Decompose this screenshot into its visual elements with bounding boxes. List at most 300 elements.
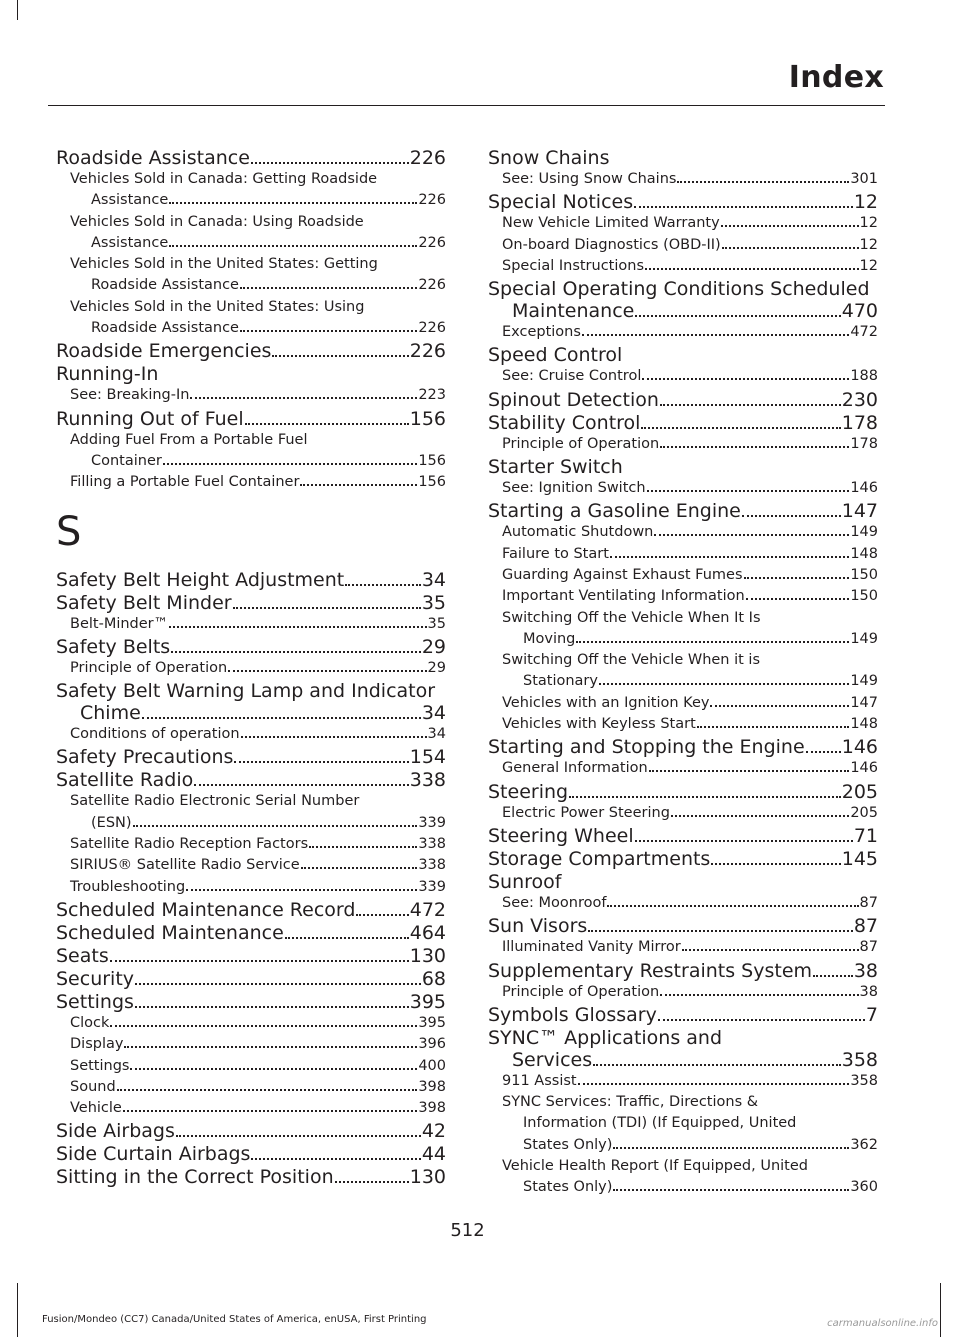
index-subentry xyxy=(56,169,446,190)
dot-leader xyxy=(635,840,853,842)
index-page-ref: 226 xyxy=(409,147,446,169)
index-entry xyxy=(488,499,878,522)
index-entry-text: Special Operating Conditions Scheduled xyxy=(488,278,870,301)
index-page-ref: 154 xyxy=(409,746,446,769)
index-entry-text: Moving xyxy=(523,630,576,647)
index-page-ref: 12 xyxy=(859,257,878,274)
index-page-ref: 35 xyxy=(427,615,446,632)
index-subentry xyxy=(488,256,878,277)
dot-leader xyxy=(123,1110,417,1112)
footer-text: Fusion/Mondeo (CC7) Canada/United States of America, enUSA, First Printing xyxy=(42,1314,427,1325)
index-subentry xyxy=(56,212,446,233)
index-subentry xyxy=(56,813,446,834)
index-subentry xyxy=(56,1013,446,1034)
dot-leader xyxy=(641,427,840,429)
index-entry-text: Roadside Emergencies xyxy=(56,340,272,363)
dot-leader xyxy=(634,206,853,208)
dot-leader xyxy=(251,162,409,164)
index-entry-text: Satellite Radio Electronic Serial Number xyxy=(70,793,360,810)
index-page-ref: 35 xyxy=(421,591,446,614)
index-subentry xyxy=(488,300,878,322)
index-subentry xyxy=(488,1177,878,1198)
index-page-ref: 149 xyxy=(850,524,878,541)
dot-leader xyxy=(194,784,408,786)
dot-leader xyxy=(635,315,840,317)
index-entry xyxy=(56,339,446,362)
index-entry-text: Scheduled Maintenance xyxy=(56,921,284,944)
index-entry-text: Vehicles Sold in Canada: Using Roadside xyxy=(70,213,364,230)
dot-leader xyxy=(356,914,408,916)
index-entry-text: Starting and Stopping the Engine xyxy=(488,736,805,759)
index-subentry xyxy=(488,893,878,914)
index-entry-text: Assistance xyxy=(91,192,169,209)
index-subentry xyxy=(488,366,878,387)
dot-leader xyxy=(660,994,858,996)
dot-leader xyxy=(697,726,850,728)
index-entry-text: (ESN) xyxy=(91,814,132,831)
index-entry-text: Special Instructions xyxy=(502,257,645,274)
index-page-ref: 226 xyxy=(418,320,446,337)
dot-leader xyxy=(806,751,841,753)
index-entry xyxy=(56,898,446,921)
index-entry xyxy=(488,455,878,478)
index-page-ref: 395 xyxy=(418,1014,446,1031)
index-page-ref: 156 xyxy=(409,407,446,430)
index-entry xyxy=(488,1003,878,1026)
dot-leader xyxy=(133,825,418,827)
crop-mark-bottom-left xyxy=(17,1283,18,1337)
index-page-ref: 338 xyxy=(418,857,446,874)
index-entry xyxy=(56,407,446,430)
index-entry-text: Snow Chains xyxy=(488,147,610,169)
index-page-ref: 156 xyxy=(418,474,446,491)
dot-leader xyxy=(722,247,859,249)
dot-leader xyxy=(613,1189,849,1191)
index-page-ref: 230 xyxy=(841,388,878,411)
index-entry-text: Safety Belt Height Adjustment xyxy=(56,568,345,591)
index-entry-text: Display xyxy=(70,1036,124,1053)
dot-leader xyxy=(301,867,418,869)
index-entry-text: Running-In xyxy=(56,363,159,386)
dot-leader xyxy=(117,1089,418,1091)
index-entry-text: Container xyxy=(91,452,162,469)
index-page-ref: 472 xyxy=(850,324,878,341)
dot-leader xyxy=(245,423,409,425)
dot-leader xyxy=(176,1135,421,1137)
dot-leader xyxy=(300,484,417,486)
index-entry-text: Electric Power Steering xyxy=(502,804,670,821)
index-subentry xyxy=(488,650,878,671)
index-entry-text: Settings xyxy=(56,990,134,1013)
index-page-ref: 12 xyxy=(853,191,878,214)
index-page-ref: 87 xyxy=(859,894,878,911)
index-subentry xyxy=(488,693,878,714)
index-subentry xyxy=(488,1092,878,1113)
index-subentry xyxy=(56,385,446,406)
index-subentry xyxy=(56,451,446,472)
index-page-ref: 400 xyxy=(418,1057,446,1074)
index-page-ref: 34 xyxy=(421,702,446,725)
index-entry xyxy=(56,635,446,658)
index-page-ref: 338 xyxy=(409,769,446,792)
index-entry-text: Supplementary Restraints System xyxy=(488,959,813,982)
dot-leader xyxy=(240,287,417,289)
index-subentry xyxy=(488,1071,878,1092)
dot-leader xyxy=(588,930,853,932)
index-entry-text: Scheduled Maintenance Record xyxy=(56,898,356,921)
index-column-left xyxy=(56,146,446,1188)
index-entry xyxy=(56,990,446,1013)
index-page-ref: 34 xyxy=(421,568,446,591)
index-page-ref: 34 xyxy=(427,726,446,743)
dot-leader xyxy=(110,960,409,962)
index-page-ref: 146 xyxy=(850,760,878,777)
index-entry-text: SYNC Services: Traffic, Directions & xyxy=(502,1094,759,1111)
dot-leader xyxy=(335,1181,409,1183)
index-page-ref: 146 xyxy=(841,736,878,759)
index-page-ref: 38 xyxy=(859,983,878,1000)
index-page-ref: 44 xyxy=(421,1143,446,1166)
dot-leader xyxy=(677,181,849,183)
index-page-ref: 398 xyxy=(418,1078,446,1095)
index-subentry xyxy=(488,565,878,586)
index-subentry xyxy=(488,1156,878,1177)
index-page-ref: 29 xyxy=(427,659,446,676)
dot-leader xyxy=(645,268,859,270)
index-page-ref: 150 xyxy=(850,588,878,605)
dot-leader xyxy=(599,683,849,685)
index-subentry xyxy=(56,190,446,211)
index-entry xyxy=(56,944,446,967)
index-page-ref: 130 xyxy=(409,944,446,967)
index-entry-text: Spinout Detection xyxy=(488,388,659,411)
index-entry-text: Adding Fuel From a Portable Fuel xyxy=(70,431,308,448)
index-subentry xyxy=(488,608,878,629)
dot-leader xyxy=(610,556,849,558)
index-page-ref: 395 xyxy=(409,990,446,1013)
index-entry xyxy=(488,277,878,300)
index-entry-text: Vehicles with Keyless Start xyxy=(502,716,696,733)
index-subentry xyxy=(488,671,878,692)
index-entry-text: Switching Off the Vehicle When it is xyxy=(502,652,761,669)
index-entry-text: Roadside Assistance xyxy=(91,277,239,294)
index-page-ref: 226 xyxy=(409,340,446,363)
index-page-ref: 148 xyxy=(850,545,878,562)
header-rule xyxy=(48,105,885,106)
index-page-ref: 7 xyxy=(865,1003,878,1026)
index-subentry xyxy=(56,472,446,493)
index-entry-text: Vehicles Sold in Canada: Getting Roadside xyxy=(70,171,378,187)
index-entry-text: Vehicles Sold in the United States: Getting xyxy=(70,256,378,273)
index-page-ref: 362 xyxy=(850,1136,878,1153)
index-entry-text: Safety Precautions xyxy=(56,746,234,769)
dot-leader xyxy=(642,378,849,380)
index-subentry xyxy=(488,586,878,607)
dot-leader xyxy=(660,446,849,448)
index-entry xyxy=(488,824,878,847)
index-subentry xyxy=(488,235,878,256)
index-entry-text: Conditions of operation xyxy=(70,726,240,743)
index-entry-text: New Vehicle Limited Warranty xyxy=(502,215,720,232)
index-subentry xyxy=(56,1077,446,1098)
index-page-ref: 150 xyxy=(850,566,878,583)
index-entry-text: Stationary xyxy=(523,673,598,690)
index-entry-text: Sunroof xyxy=(488,870,562,893)
index-entry xyxy=(488,735,878,758)
dot-leader xyxy=(142,717,421,719)
dot-leader xyxy=(169,245,417,247)
index-entry xyxy=(488,388,878,411)
index-entry xyxy=(488,1026,878,1049)
dot-leader xyxy=(124,1046,417,1048)
index-entry xyxy=(488,343,878,366)
index-subentry xyxy=(56,1034,446,1055)
index-page-ref: 205 xyxy=(841,780,878,803)
index-page-ref: 68 xyxy=(421,967,446,990)
page-title: Index xyxy=(788,60,884,95)
index-entry-text: Satellite Radio Reception Factors xyxy=(70,836,309,853)
index-entry-text: Starting a Gasoline Engine xyxy=(488,500,741,523)
index-entry-text: Principle of Operation xyxy=(70,659,228,676)
page-number: 512 xyxy=(450,1220,485,1241)
index-page-ref: 396 xyxy=(418,1036,446,1053)
index-entry xyxy=(488,847,878,870)
index-page-ref: 71 xyxy=(853,824,878,847)
dot-leader xyxy=(251,1158,420,1160)
index-subentry xyxy=(488,1049,878,1071)
index-entry-text: SYNC™ Applications and xyxy=(488,1026,723,1049)
index-entry xyxy=(488,914,878,937)
index-entry-text: 911 Assist xyxy=(502,1072,577,1089)
dot-leader xyxy=(582,334,849,336)
dot-leader xyxy=(190,397,417,399)
index-page-ref: 38 xyxy=(853,959,878,982)
index-entry-text: Clock xyxy=(70,1014,110,1031)
index-page-ref: 470 xyxy=(841,300,878,323)
index-page-ref: 149 xyxy=(850,630,878,647)
index-entry xyxy=(56,591,446,614)
dot-leader xyxy=(660,404,841,406)
index-subentry xyxy=(488,714,878,735)
index-subentry xyxy=(56,275,446,296)
index-entry-text: Side Curtain Airbags xyxy=(56,1143,251,1166)
index-entry-text: Important Ventilating Information xyxy=(502,588,745,605)
dot-leader xyxy=(234,761,408,763)
index-page-ref: 149 xyxy=(850,673,878,690)
index-page-ref: 360 xyxy=(850,1179,878,1196)
index-page-ref: 147 xyxy=(850,694,878,711)
index-page-ref: 12 xyxy=(859,236,878,253)
index-entry-text: Vehicle Health Report (If Equipped, United xyxy=(502,1158,808,1175)
index-entry-text: See: Ignition Switch xyxy=(502,480,646,497)
dot-leader xyxy=(813,975,853,977)
index-page-ref: 145 xyxy=(841,847,878,870)
index-subentry xyxy=(488,169,878,190)
index-entry-text: Special Notices xyxy=(488,191,634,214)
index-entry-text: Filling a Portable Fuel Container xyxy=(70,474,300,491)
index-column-right xyxy=(488,146,878,1199)
dot-leader xyxy=(241,736,427,738)
index-entry-text: Belt-Minder™ xyxy=(70,615,169,632)
index-page-ref: 87 xyxy=(853,915,878,938)
index-page-ref: 42 xyxy=(421,1120,446,1143)
index-page-ref: 146 xyxy=(850,480,878,497)
dot-leader xyxy=(272,355,408,357)
index-entry-text: See: Using Snow Chains xyxy=(502,171,677,187)
index-entry-text: Failure to Start xyxy=(502,545,609,562)
index-page-ref: 223 xyxy=(418,387,446,404)
dot-leader xyxy=(742,515,841,517)
index-entry-text: Storage Compartments xyxy=(488,847,711,870)
index-entry-text: Satellite Radio xyxy=(56,769,194,792)
dot-leader xyxy=(130,1068,417,1070)
index-entry xyxy=(488,780,878,803)
dot-leader xyxy=(658,1019,865,1021)
index-page-ref: 188 xyxy=(850,368,878,385)
index-entry xyxy=(56,967,446,990)
index-page-ref: 338 xyxy=(418,836,446,853)
dot-leader xyxy=(576,641,849,643)
index-entry-text: SIRIUS® Satellite Radio Service xyxy=(70,857,300,874)
dot-leader xyxy=(682,949,859,951)
index-page-ref: 87 xyxy=(859,939,878,956)
dot-leader xyxy=(593,1064,841,1066)
dot-leader xyxy=(110,1025,417,1027)
index-entry-text: Sun Visors xyxy=(488,915,588,938)
index-entry-text: Steering xyxy=(488,780,569,803)
index-subentry xyxy=(56,430,446,451)
dot-leader xyxy=(135,983,421,985)
index-entry xyxy=(56,1165,446,1188)
index-page-ref: 147 xyxy=(841,500,878,523)
index-page-ref: 339 xyxy=(418,814,446,831)
index-subentry xyxy=(488,522,878,543)
index-subentry xyxy=(56,1056,446,1077)
index-entry-text: Exceptions xyxy=(502,324,581,341)
index-entry-text: Settings xyxy=(70,1057,130,1074)
index-page-ref: 156 xyxy=(418,452,446,469)
index-entry xyxy=(56,1119,446,1142)
index-entry-text: Safety Belts xyxy=(56,635,171,658)
index-entry-text: General Information xyxy=(502,760,648,777)
index-entry-text: Security xyxy=(56,967,135,990)
index-entry xyxy=(488,870,878,893)
index-entry-text: Vehicle xyxy=(70,1100,122,1117)
index-entry-text: Maintenance xyxy=(512,300,635,323)
index-entry xyxy=(56,921,446,944)
index-page-ref: 226 xyxy=(418,277,446,294)
index-entry-text: Automatic Shutdown xyxy=(502,524,654,541)
index-entry-text: Vehicles Sold in the United States: Using xyxy=(70,298,365,315)
index-page-ref: 29 xyxy=(421,635,446,658)
index-subentry xyxy=(56,724,446,745)
index-entry-text: Illuminated Vanity Mirror xyxy=(502,939,681,956)
index-subentry xyxy=(56,614,446,635)
dot-leader xyxy=(169,626,426,628)
index-entry-text: Principle of Operation xyxy=(502,435,660,452)
index-entry xyxy=(56,679,446,702)
dot-leader xyxy=(607,905,858,907)
index-entry-text: Steering Wheel xyxy=(488,824,634,847)
index-letter-heading: S xyxy=(56,508,82,555)
index-subentry xyxy=(488,758,878,779)
index-page-ref: 178 xyxy=(841,411,878,434)
index-subentry xyxy=(56,658,446,679)
index-subentry xyxy=(56,297,446,318)
index-entry-text: Sound xyxy=(70,1078,116,1095)
dot-leader xyxy=(578,1083,850,1085)
index-entry-text: Symbols Glossary xyxy=(488,1003,657,1026)
dot-leader xyxy=(135,1006,409,1008)
dot-leader xyxy=(613,1147,849,1149)
dot-leader xyxy=(654,534,849,536)
index-subentry xyxy=(56,791,446,812)
index-entry-text: Assistance xyxy=(91,234,169,251)
index-entry-text: Safety Belt Warning Lamp and Indicator xyxy=(56,680,436,703)
index-entry-text: Running Out of Fuel xyxy=(56,407,244,430)
index-subentry xyxy=(488,982,878,1003)
index-entry-text: Services xyxy=(512,1048,593,1071)
index-subentry xyxy=(56,702,446,724)
index-entry xyxy=(56,745,446,768)
dot-leader xyxy=(228,670,426,672)
index-entry-text: See: Moonroof xyxy=(502,894,607,911)
index-subentry xyxy=(488,213,878,234)
index-subentry xyxy=(488,322,878,343)
index-subentry xyxy=(488,1113,878,1134)
index-entry-text: Information (TDI) (If Equipped, United xyxy=(523,1115,797,1132)
index-entry-text: States Only) xyxy=(523,1136,613,1153)
watermark-text: carmanualsonline.info xyxy=(827,1318,938,1329)
index-entry-text: See: Cruise Control xyxy=(502,368,642,385)
dot-leader xyxy=(710,705,849,707)
dot-leader xyxy=(721,225,859,227)
index-page-ref: 130 xyxy=(409,1166,446,1189)
dot-leader xyxy=(345,584,421,586)
index-subentry xyxy=(488,478,878,499)
index-entry-text: States Only) xyxy=(523,1179,613,1196)
dot-leader xyxy=(285,937,409,939)
dot-leader xyxy=(169,202,417,204)
dot-leader xyxy=(711,863,840,865)
index-page-ref: 148 xyxy=(850,716,878,733)
index-entry-text: Side Airbags xyxy=(56,1120,175,1143)
dot-leader xyxy=(746,598,850,600)
index-entry-text: Roadside Assistance xyxy=(91,320,239,337)
index-entry-text: Roadside Assistance xyxy=(56,147,250,169)
index-entry xyxy=(488,146,878,169)
index-entry-text: Starter Switch xyxy=(488,456,623,479)
index-page-ref: 358 xyxy=(850,1072,878,1089)
dot-leader xyxy=(569,796,841,798)
index-entry-text: Guarding Against Exhaust Fumes xyxy=(502,566,743,583)
dot-leader xyxy=(171,651,421,653)
dot-leader xyxy=(647,490,850,492)
index-page-ref: 358 xyxy=(841,1048,878,1071)
index-entry-text: Stability Control xyxy=(488,411,641,434)
dot-leader xyxy=(649,770,850,772)
index-entry xyxy=(56,1142,446,1165)
index-subentry xyxy=(56,318,446,339)
index-subentry xyxy=(56,233,446,254)
dot-leader xyxy=(186,889,417,891)
dot-leader xyxy=(744,577,850,579)
crop-mark-top-left xyxy=(17,0,18,20)
index-subentry xyxy=(56,1098,446,1119)
index-subentry xyxy=(488,1135,878,1156)
index-entry-text: Switching Off the Vehicle When It Is xyxy=(502,609,761,626)
index-page-ref: 226 xyxy=(418,234,446,251)
